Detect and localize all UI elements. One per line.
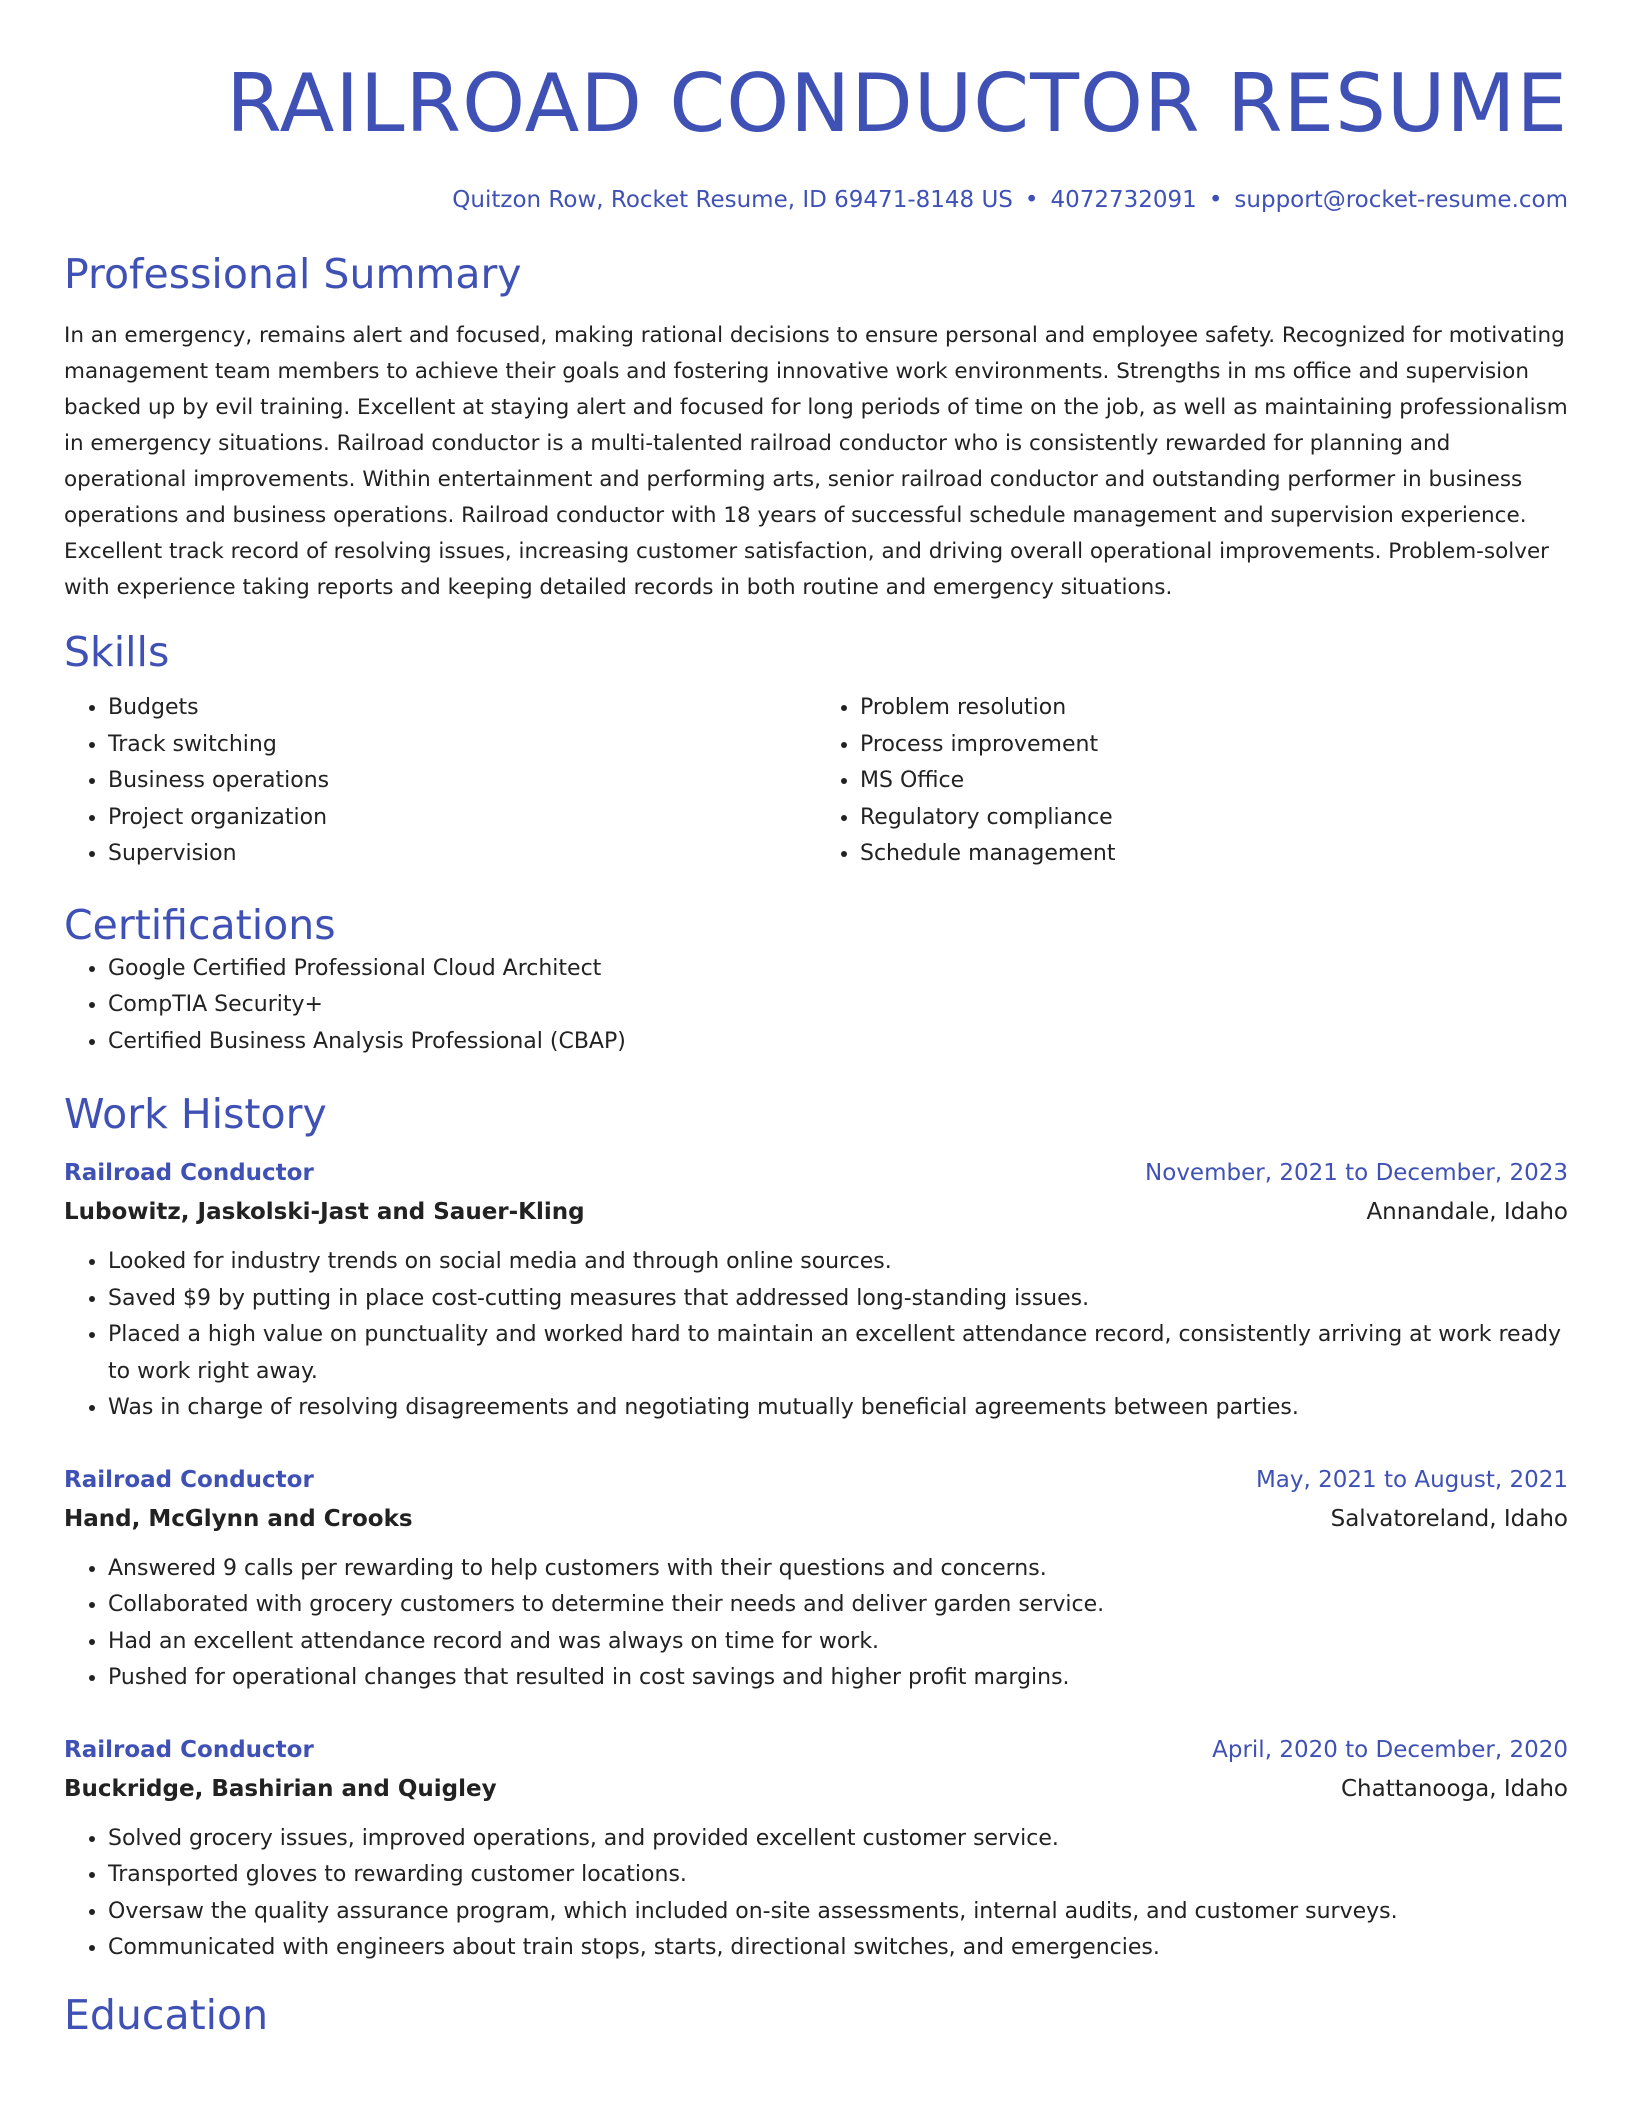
skill-item: • Supervision <box>108 836 816 873</box>
job-bullet: • Had an excellent attendance record and was always on time for work. <box>108 1624 1568 1661</box>
certifications-section <box>64 899 1568 1061</box>
skill-item: • Problem resolution <box>860 690 1568 727</box>
job-bullet: • Transported gloves to rewarding customer locations. <box>108 1857 1568 1894</box>
job-bullet: • Communicated with engineers about train stops, starts, directional switches, and emergencies. <box>108 1930 1568 1967</box>
contact-address: Quitzon Row, Rocket Resume, ID 69471-8148 US <box>452 187 1013 213</box>
skills-list-left <box>64 690 816 873</box>
job-bullets <box>64 1244 1568 1427</box>
skills-heading: Skills <box>64 628 170 676</box>
skill-item: • Project organization <box>108 800 816 837</box>
job-location: Chattanooga, Idaho <box>1340 1775 1568 1802</box>
skills-grid <box>64 690 1568 873</box>
job-header-row <box>64 1461 1568 1499</box>
job-bullet: • Answered 9 calls per rewarding to help customers with their questions and concerns. <box>108 1551 1568 1588</box>
job-company: Lubowitz, Jaskolski-Jast and Sauer-Kling <box>64 1199 585 1225</box>
skill-item: • Business operations <box>108 763 816 800</box>
job-title: Railroad Conductor <box>64 1736 314 1763</box>
job-bullet: • Solved grocery issues, improved operations, and provided excellent customer service. <box>108 1821 1568 1858</box>
job-bullet: • Was in charge of resolving disagreements and negotiating mutually beneficial agreements between parties. <box>108 1390 1568 1427</box>
certifications-heading: Certifications <box>64 900 336 949</box>
certification-item: • CompTIA Security+ <box>108 987 1568 1024</box>
skill-item: • Process improvement <box>860 727 1568 764</box>
summary-heading: Professional Summary <box>64 250 522 298</box>
skills-section <box>64 626 1568 873</box>
job-bullet: • Collaborated with grocery customers to determine their needs and deliver garden service. <box>108 1587 1568 1624</box>
education-section <box>64 1989 1568 2041</box>
work-history-heading: Work History <box>64 1090 327 1138</box>
job-bullets <box>64 1821 1568 1967</box>
skill-item: • Schedule management <box>860 836 1568 873</box>
job-bullet: • Oversaw the quality assurance program, which included on-site assessments, internal audits, and customer surveys. <box>108 1894 1568 1931</box>
skill-item: • Regulatory compliance <box>860 800 1568 837</box>
certification-item: • Google Certified Professional Cloud Architect <box>108 951 1568 988</box>
job-bullet: • Pushed for operational changes that resulted in cost savings and higher profit margins. <box>108 1660 1568 1697</box>
resume-title: RAILROAD CONDUCTOR RESUME <box>226 57 1568 150</box>
job-company-row <box>64 1499 1568 1539</box>
certification-item: • Certified Business Analysis Professional (CBAP) <box>108 1024 1568 1061</box>
contact-separator: • <box>1208 187 1223 213</box>
job-company: Hand, McGlynn and Crooks <box>64 1505 413 1532</box>
job-bullet: • Placed a high value on punctuality and worked hard to maintain an excellent attendance record, consistently arriving at work ready to work right away. <box>108 1317 1568 1390</box>
job-dates: May, 2021 to August, 2021 <box>1255 1466 1568 1493</box>
job-company-row <box>64 1192 1568 1232</box>
resume-header <box>64 0 1568 216</box>
job-header-row <box>64 1154 1568 1192</box>
contact-phone: 4072732091 <box>1050 187 1197 213</box>
job-location: Annandale, Idaho <box>1366 1199 1568 1225</box>
summary-text: In an emergency, remains alert and focused, making rational decisions to ensure personal and employee safety. Recognized for motivating management team members to achieve their goals and fostering innovative work environments. Strengths in ms office and supervision backed up by evil training. Excellent at staying alert and focused for long periods of time on the job, as well as maintaining professionalism in emergency situations. Railroad conductor is a multi-talented railroad conductor who is consistently rewarded for planning and operational improvements. Within entertainment and performing arts, senior railroad conductor and outstanding performer in business operations and business operations. Railroad conductor with 18 years of successful schedule management and supervision experience. Excellent track record of resolving issues, increasing customer satisfaction, and driving overall operational improvements. Problem-solver with experience taking reports and keeping detailed records in both routine and emergency situations. <box>64 323 1568 600</box>
work-history-section <box>64 1088 1568 1967</box>
job-bullet: • Saved $9 by putting in place cost-cutting measures that addressed long-standing issues. <box>108 1281 1568 1318</box>
job-title: Railroad Conductor <box>64 1160 314 1186</box>
job-bullets <box>64 1551 1568 1697</box>
job-bullet: • Looked for industry trends on social media and through online sources. <box>108 1244 1568 1281</box>
job-location: Salvatoreland, Idaho <box>1330 1505 1568 1532</box>
job-dates: November, 2021 to December, 2023 <box>1145 1160 1568 1186</box>
skill-item: • Budgets <box>108 690 816 727</box>
contact-line <box>64 184 1568 216</box>
skill-item: • MS Office <box>860 763 1568 800</box>
job-title: Railroad Conductor <box>64 1466 314 1493</box>
job-entry <box>64 1461 1568 1697</box>
certifications-list <box>64 951 1568 1061</box>
job-entry <box>64 1731 1568 1967</box>
summary-section <box>64 248 1568 606</box>
education-heading: Education <box>64 1990 269 2039</box>
skill-item: • Track switching <box>108 727 816 764</box>
contact-separator: • <box>1024 187 1039 213</box>
job-dates: April, 2020 to December, 2020 <box>1212 1736 1568 1763</box>
skills-list-right <box>816 690 1568 873</box>
job-header-row <box>64 1731 1568 1769</box>
contact-email: support@rocket-resume.com <box>1234 187 1568 213</box>
job-entry <box>64 1154 1568 1427</box>
job-company-row <box>64 1769 1568 1809</box>
job-company: Buckridge, Bashirian and Quigley <box>64 1775 497 1802</box>
